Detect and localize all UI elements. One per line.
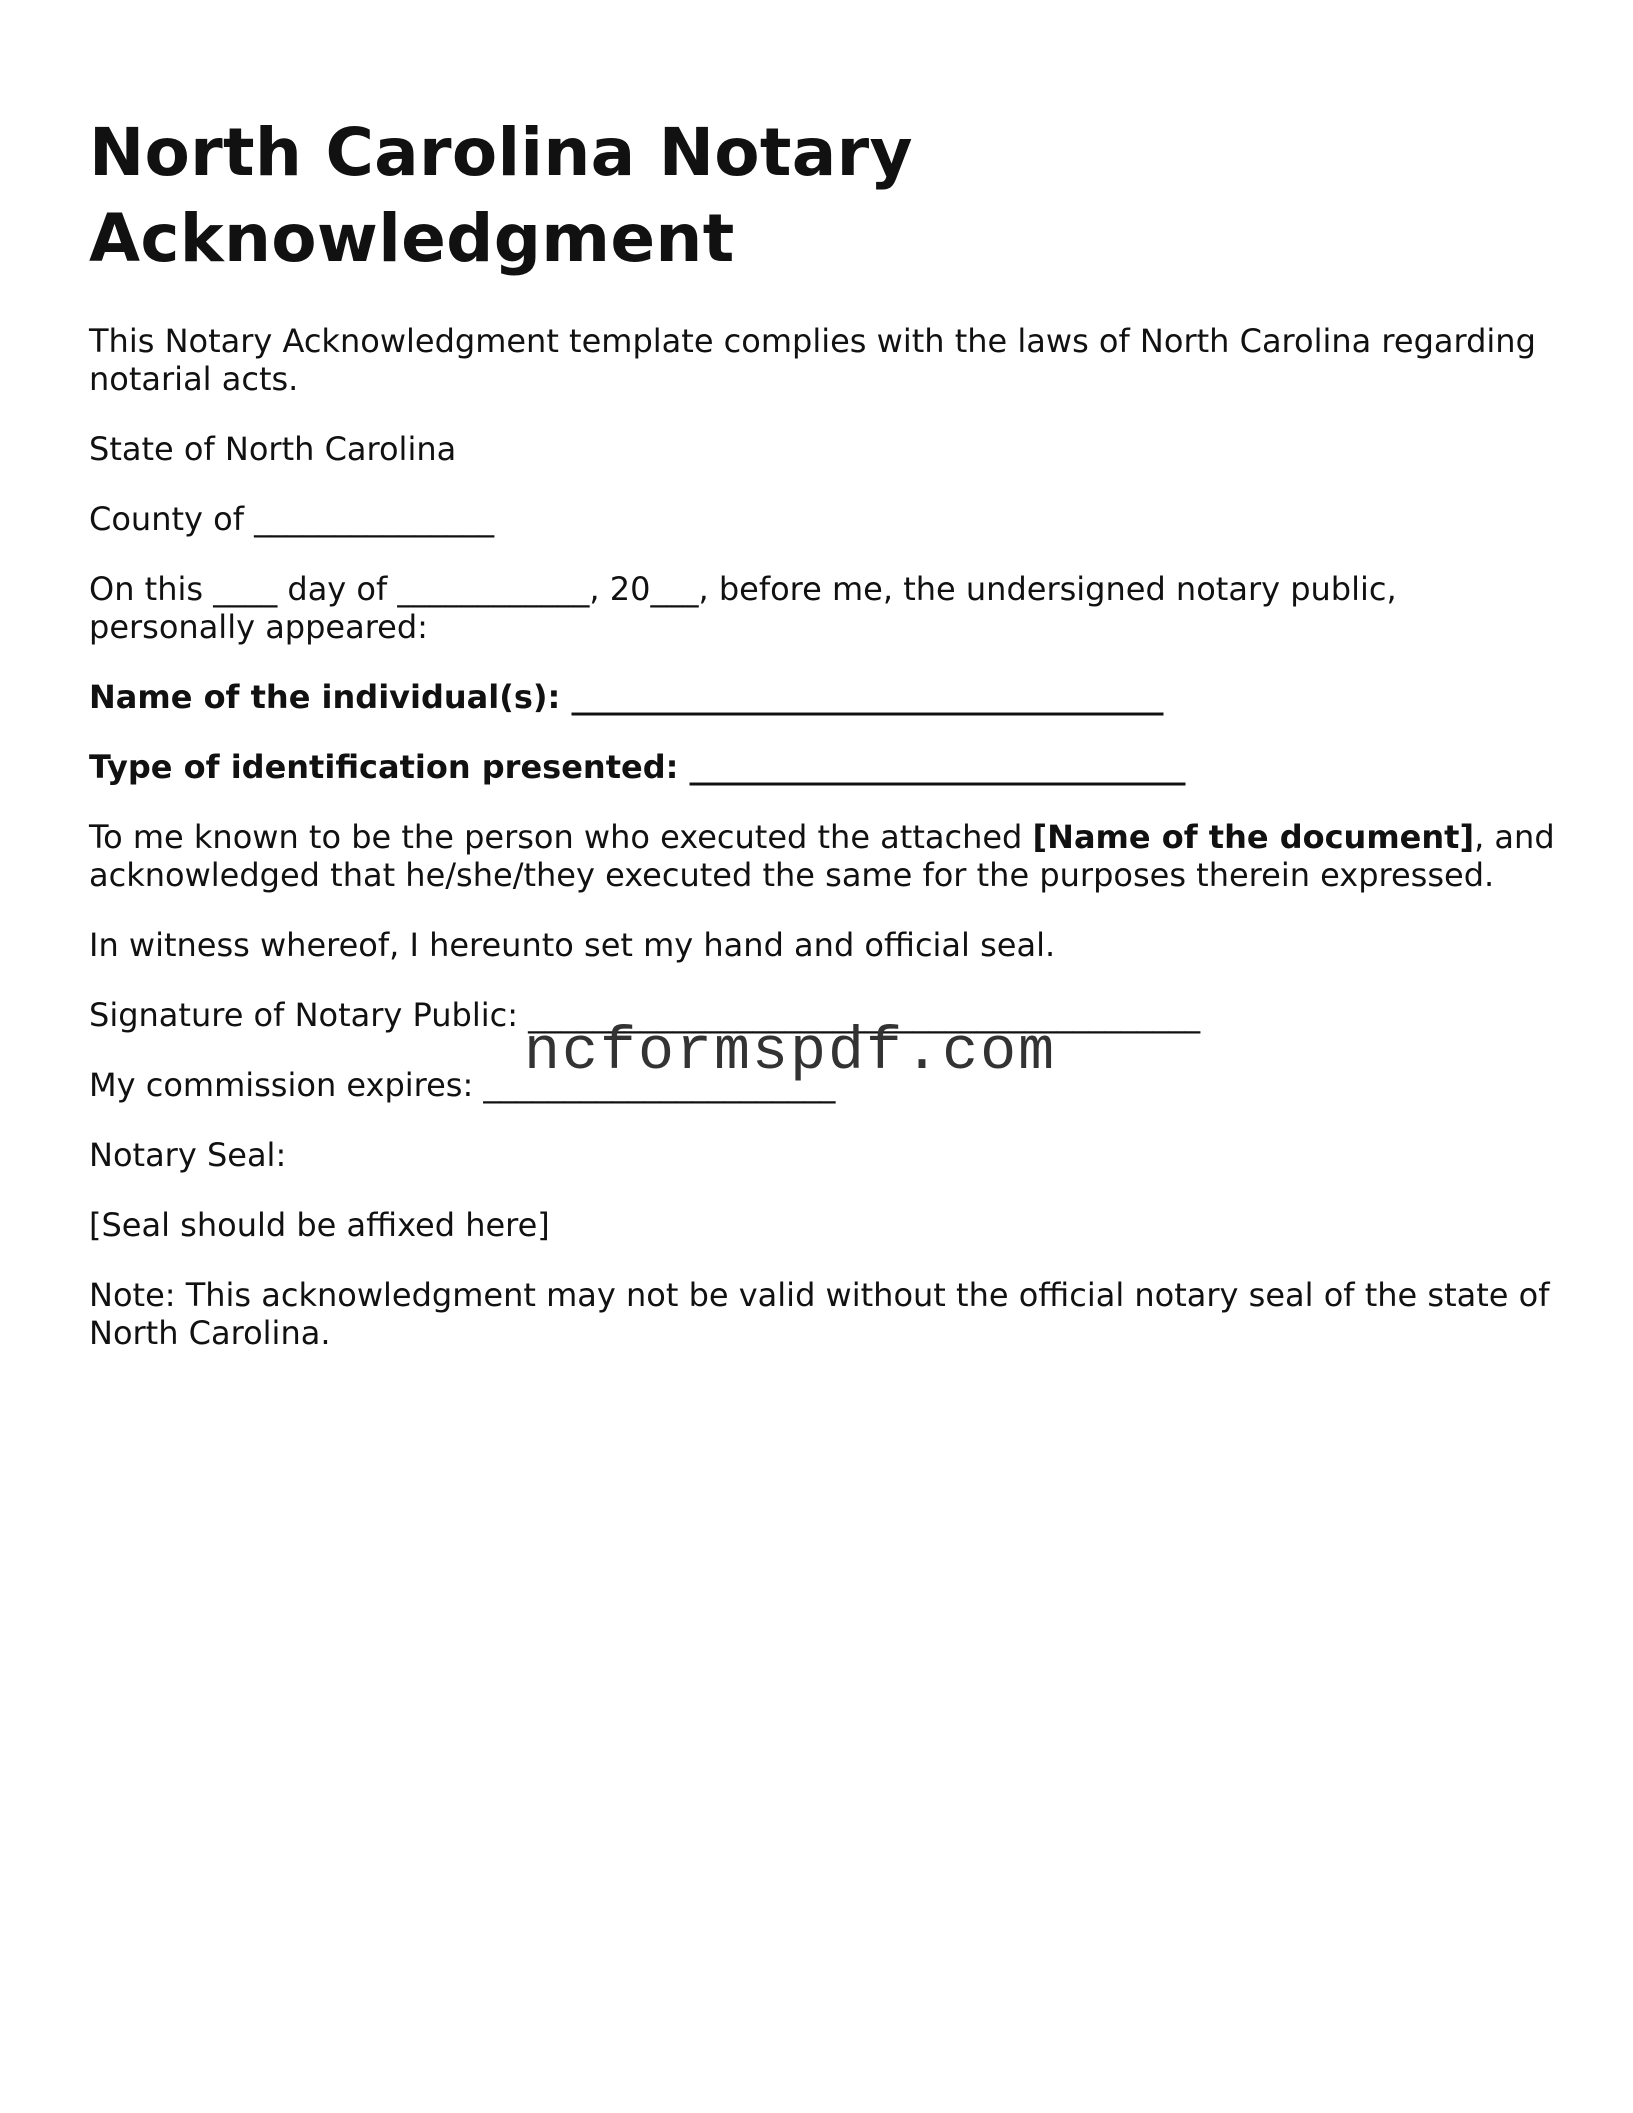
intro-paragraph: This Notary Acknowledgment template complies with the laws of North Carolina regarding notarial acts. — [89, 322, 1536, 398]
signature-field: Signature of Notary Public: __________________________________________ — [89, 996, 1201, 1034]
site-watermark: ncformspdf.com — [524, 1019, 1057, 1087]
document-name-placeholder: [Name of the document] — [1032, 818, 1475, 856]
identification-field: Type of identification presented: _______________________________ — [89, 748, 1186, 786]
known-statement-after: , and acknowledged that he/she/they executed the same for the purposes therein expressed. — [89, 818, 1555, 894]
page-title: North Carolina Notary Acknowledgment — [89, 114, 913, 277]
seal-label: Notary Seal: — [89, 1136, 287, 1174]
known-statement-paragraph — [89, 818, 1559, 894]
seal-placeholder: [Seal should be affixed here] — [89, 1206, 550, 1244]
date-appearance-paragraph: On this ____ day of ____________, 20___, before me, the undersigned notary public, personally appeared: — [89, 570, 1397, 646]
known-statement-before: To me known to be the person who executed the attached — [89, 818, 1033, 856]
individual-name-field: Name of the individual(s): _____________________________________ — [89, 678, 1164, 716]
county-field: County of _______________ — [89, 500, 495, 538]
commission-expires-field: My commission expires: ______________________ — [89, 1066, 836, 1104]
document-page — [89, 110, 1559, 1384]
witness-line: In witness whereof, I hereunto set my hand and official seal. — [89, 926, 1056, 964]
state-line: State of North Carolina — [89, 430, 457, 468]
validity-note: Note: This acknowledgment may not be valid without the official notary seal of the state of North Carolina. — [89, 1276, 1550, 1352]
